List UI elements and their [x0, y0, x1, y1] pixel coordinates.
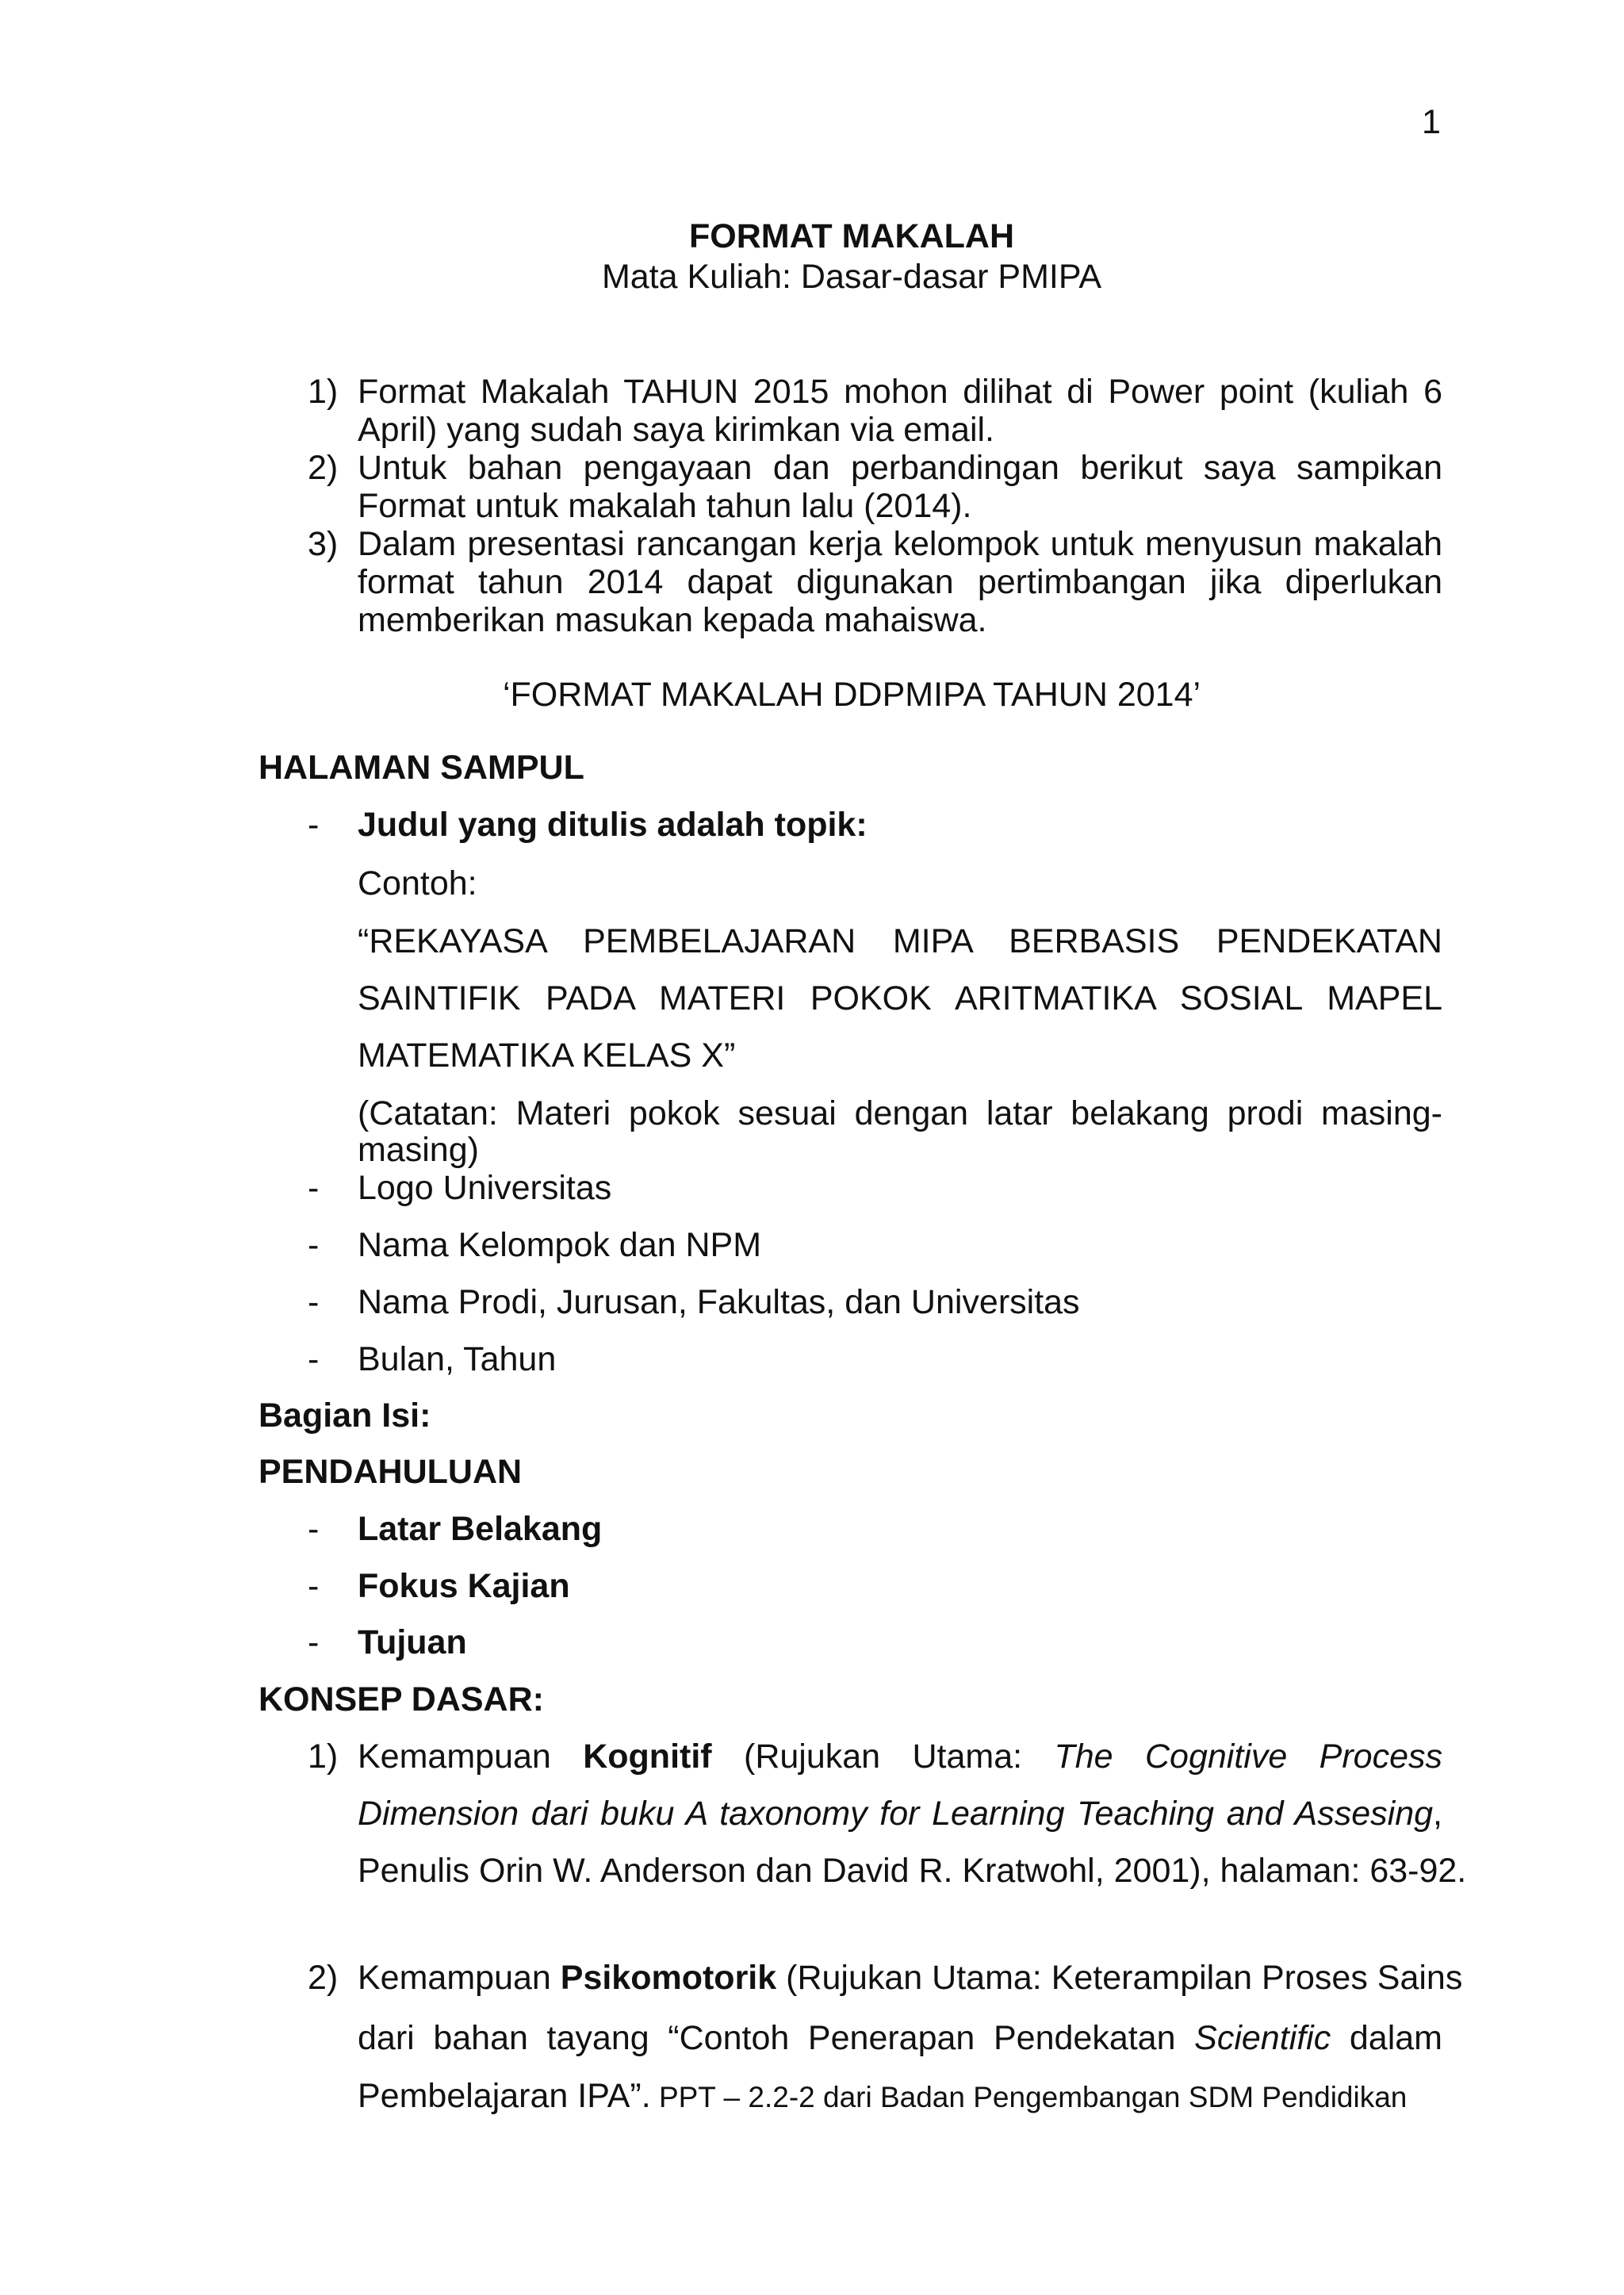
- bullet-dash: -: [308, 1567, 320, 1605]
- format-title: ‘FORMAT MAKALAH DDPMIPA TAHUN 2014’: [502, 676, 1201, 714]
- section-heading-pendahuluan: PENDAHULUAN: [259, 1453, 523, 1491]
- list-item-fokus-kajian: Fokus Kajian: [358, 1567, 570, 1605]
- bullet-dash: -: [308, 1226, 320, 1264]
- example-title-line-2: SAINTIFIK PADA MATERI POKOK ARITMATIKA SOSIAL MAPEL: [358, 979, 1442, 1017]
- konsep-item-1-line-3: Penulis Orin W. Anderson dan David R. Kratwohl, 2001), halaman: 63-92.: [358, 1852, 1467, 1890]
- konsep-item-2-line-1: [358, 1959, 1463, 1997]
- list-item-tujuan: Tujuan: [358, 1623, 467, 1661]
- intro-item-2-number: 2): [308, 449, 339, 487]
- list-item-logo: Logo Universitas: [358, 1169, 612, 1207]
- konsep-item-2-pre: Kemampuan: [358, 1959, 561, 1997]
- konsep-item-1-line-2: [358, 1795, 1442, 1833]
- konsep-item-1-line-1: [358, 1738, 1442, 1776]
- section-heading-konsep-dasar: KONSEP DASAR:: [259, 1680, 544, 1718]
- list-item-latar-belakang: Latar Belakang: [358, 1510, 603, 1548]
- konsep-item-1-pre: Kemampuan: [358, 1738, 584, 1776]
- intro-item-3-line-3: memberikan masukan kepada mahaiswa.: [358, 601, 987, 639]
- konsep-item-2-line-2-pre: dari bahan tayang “Contoh Penerapan Pendekatan: [358, 2019, 1195, 2057]
- intro-item-1-line-2: April) yang sudah saya kirimkan via email.: [358, 411, 994, 449]
- konsep-item-1-mid: (Rujukan Utama:: [711, 1738, 1055, 1776]
- konsep-item-2-line-2-post: dalam: [1331, 2019, 1442, 2057]
- konsep-item-1-italic: The Cognitive Process: [1054, 1738, 1442, 1776]
- konsep-item-2-line-3-main: Pembelajaran IPA”.: [358, 2077, 651, 2115]
- intro-item-3-line-2: format tahun 2014 dapat digunakan pertimbangan jika diperlukan: [358, 563, 1442, 601]
- contoh-label: Contoh:: [358, 864, 477, 902]
- example-title-line-3: MATEMATIKA KELAS X”: [358, 1036, 736, 1075]
- intro-item-2-line-1: Untuk bahan pengayaan dan perbandingan berikut saya sampikan: [358, 449, 1442, 487]
- bullet-dash: -: [308, 1169, 320, 1207]
- list-item-prodi: Nama Prodi, Jurusan, Fakultas, dan Universitas: [358, 1283, 1080, 1321]
- konsep-item-1-line-2-italic: Dimension dari buku A taxonomy for Learning Teaching and Assesing: [358, 1795, 1434, 1833]
- catatan-line-1: (Catatan: Materi pokok sesuai dengan latar belakang prodi masing-: [358, 1094, 1442, 1132]
- konsep-item-1-line-2-tail: ,: [1433, 1795, 1442, 1833]
- document-subtitle: Mata Kuliah: Dasar-dasar PMIPA: [601, 258, 1102, 296]
- konsep-item-2-line-2-italic: Scientific: [1194, 2019, 1331, 2057]
- example-title-line-1: “REKAYASA PEMBELAJARAN MIPA BERBASIS PENDEKATAN: [358, 922, 1442, 960]
- section-heading-halaman-sampul: HALAMAN SAMPUL: [259, 749, 584, 787]
- page-number: 1: [1422, 103, 1441, 141]
- intro-item-3-line-1: Dalam presentasi rancangan kerja kelompok untuk menyusun makalah: [358, 525, 1442, 563]
- konsep-item-2-line-3-small: PPT – 2.2-2 dari Badan Pengembangan SDM Pendidikan: [650, 2081, 1408, 2113]
- konsep-item-2-line-2: [358, 2019, 1442, 2057]
- konsep-item-2-line-3: [358, 2077, 1442, 2117]
- judul-label: Judul yang ditulis adalah topik:: [358, 806, 868, 844]
- intro-item-3-number: 3): [308, 525, 339, 563]
- bullet-dash: -: [308, 806, 320, 844]
- bullet-dash: -: [308, 1340, 320, 1378]
- list-item-bulan: Bulan, Tahun: [358, 1340, 557, 1378]
- intro-item-1-line-1: Format Makalah TAHUN 2015 mohon dilihat di Power point (kuliah 6: [358, 373, 1442, 411]
- konsep-item-1-bold: Kognitif: [583, 1738, 712, 1776]
- bullet-dash: -: [308, 1623, 320, 1661]
- intro-item-2-line-2: Format untuk makalah tahun lalu (2014).: [358, 487, 972, 525]
- catatan-line-2: masing): [358, 1131, 479, 1169]
- konsep-item-2-number: 2): [308, 1959, 339, 1997]
- document-title: FORMAT MAKALAH: [688, 217, 1014, 255]
- konsep-item-2-bold: Psikomotorik: [560, 1959, 777, 1997]
- bullet-dash: -: [308, 1283, 320, 1321]
- konsep-item-2-post: (Rujukan Utama: Keterampilan Proses Sains: [776, 1959, 1463, 1997]
- intro-item-1-number: 1): [308, 373, 339, 411]
- list-item-kelompok: Nama Kelompok dan NPM: [358, 1226, 762, 1264]
- section-heading-bagian-isi: Bagian Isi:: [259, 1397, 431, 1435]
- bullet-dash: -: [308, 1510, 320, 1548]
- konsep-item-1-number: 1): [308, 1738, 339, 1776]
